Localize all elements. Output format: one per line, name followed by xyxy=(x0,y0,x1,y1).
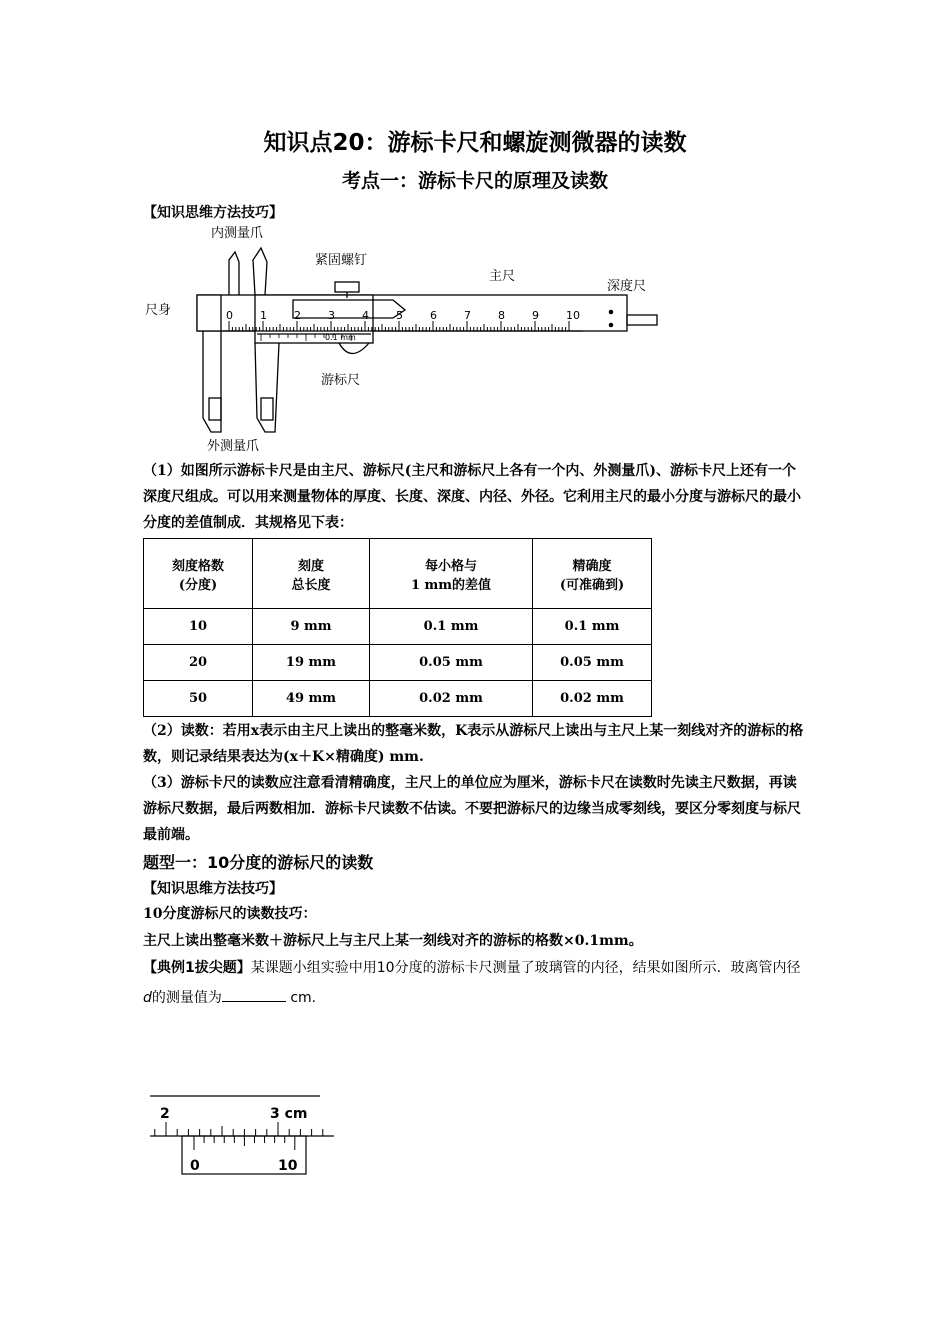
method-tag-2: 【知识思维方法技巧】 xyxy=(143,881,283,897)
paragraph-1: （1）如图所示游标卡尺是由主尺、游标尺(主尺和游标尺上各有一个内、外测量爪)、游标卡尺上还有一个深度尺组成。可以用来测量物体的厚度、长度、深度、内径、外径。它利用主尺的最小分度与游标尺的最小分度的差值制成．其规格见下表： xyxy=(143,463,801,531)
table-cell: 19 mm xyxy=(253,645,370,681)
label-outer-jaw: 外测量爪 xyxy=(207,439,260,454)
section-title: 考点一：游标卡尺的原理及读数 xyxy=(341,170,608,192)
caliper-diagram xyxy=(143,218,668,458)
label-body: 尺身 xyxy=(145,303,172,318)
tip-body: 主尺上读出整毫米数＋游标尺上与主尺上某一刻线对齐的游标的格数×0.1mm。 xyxy=(143,933,643,949)
label-screw: 紧固螺钉 xyxy=(315,253,368,268)
table-cell: 9 mm xyxy=(253,609,370,645)
label-inner-jaw: 内测量爪 xyxy=(211,226,264,241)
vernier-label-10: 10 xyxy=(278,1158,298,1174)
main-scale-label: 7 xyxy=(464,309,471,322)
label-vernier: 游标尺 xyxy=(321,373,361,388)
vernier-label-0: 0 xyxy=(190,1158,200,1174)
header-cell: 刻度 总长度 xyxy=(253,539,370,609)
label-precision: 0.1 mm xyxy=(325,333,356,342)
main-label-2: 2 xyxy=(160,1106,170,1122)
label-depth-rod: 深度尺 xyxy=(607,279,647,294)
tip-title: 10分度游标尺的读数技巧： xyxy=(143,906,317,922)
table-cell: 0.02 mm xyxy=(370,681,533,717)
method-tag: 【知识思维方法技巧】 xyxy=(143,205,283,221)
main-scale-label: 10 xyxy=(566,309,580,322)
paragraph-3: （3）游标卡尺的读数应注意看清精确度，主尺上的单位应为厘米，游标卡尺在读数时先读主尺数据，再读游标尺数据，最后两数相加．游标卡尺读数不估读。不要把游标尺的边缘当成零刻线，要区分零刻度与标尺最前端。 xyxy=(143,775,801,843)
main-scale-label: 8 xyxy=(498,309,505,322)
fixed-outer-jaw xyxy=(203,331,221,432)
label-main-scale: 主尺 xyxy=(489,269,516,284)
table-header-row xyxy=(144,539,652,609)
caliper-body xyxy=(197,295,221,331)
table-cell: 20 xyxy=(144,645,253,681)
table-cell: 0.1 mm xyxy=(533,609,652,645)
variable-d: d xyxy=(143,990,152,1006)
header-cell: 刻度格数 (分度) xyxy=(144,539,253,609)
table-cell: 0.1 mm xyxy=(370,609,533,645)
answer-blank[interactable] xyxy=(222,987,286,1002)
spec-table xyxy=(143,538,652,717)
header-cell: 每小格与 1 mm的差值 xyxy=(370,539,533,609)
locking-screw xyxy=(335,282,359,292)
table-cell: 0.02 mm xyxy=(533,681,652,717)
table-cell: 10 xyxy=(144,609,253,645)
main-label-3cm: 3 cm xyxy=(270,1106,308,1122)
page-title: 知识点20：游标卡尺和螺旋测微器的读数 xyxy=(263,130,687,156)
table-row xyxy=(144,609,652,645)
table-row xyxy=(144,645,652,681)
depth-rod xyxy=(627,315,657,325)
fixed-inner-jaw xyxy=(229,252,239,295)
table-cell: 49 mm xyxy=(253,681,370,717)
table-cell: 0.05 mm xyxy=(370,645,533,681)
main-scale-label: 1 xyxy=(260,309,267,322)
sliding-outer-jaw xyxy=(255,343,279,432)
main-scale-label: 6 xyxy=(430,309,437,322)
main-scale-label: 5 xyxy=(396,309,403,322)
main-scale-label: 2 xyxy=(294,309,301,322)
main-scale-label: 4 xyxy=(362,309,369,322)
main-scale-label: 0 xyxy=(226,309,233,322)
question-type-heading: 题型一：10分度的游标尺的读数 xyxy=(143,853,374,872)
table-cell: 50 xyxy=(144,681,253,717)
paragraph-2: （2）读数：若用x表示由主尺上读出的整毫米数，K表示从游标尺上读出与主尺上某一刻线对齐的游标的格数，则记录结果表达为(x＋K×精确度) mm. xyxy=(143,723,804,765)
header-cell: 精确度 (可准确到) xyxy=(533,539,652,609)
example-question: 【典例1拔尖题】某课题小组实验中用10分度的游标卡尺测量了玻璃管的内径，结果如图所示．玻离管内径d的测量值为 cm. xyxy=(143,960,801,1006)
sliding-inner-jaw xyxy=(253,248,267,295)
vernier-reading-diagram xyxy=(148,1090,338,1180)
table-cell: 0.05 mm xyxy=(533,645,652,681)
table-row xyxy=(144,681,652,717)
example-label: 【典例1拔尖题】 xyxy=(143,960,251,976)
main-scale-label: 9 xyxy=(532,309,539,322)
main-scale-label: 3 xyxy=(328,309,335,322)
